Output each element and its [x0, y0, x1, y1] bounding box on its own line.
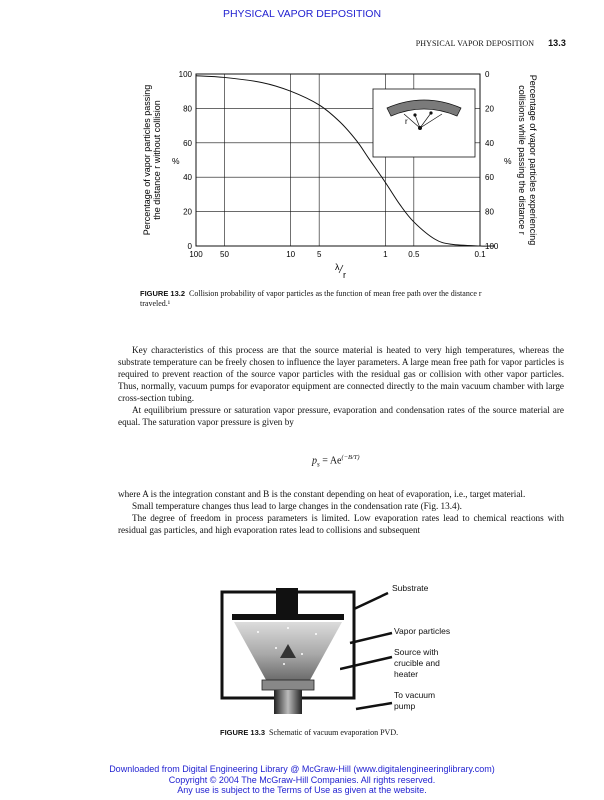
y-axis-unit-left: %	[172, 156, 180, 166]
y-tick-label-right: 80	[485, 207, 494, 217]
leader-arrows	[340, 585, 400, 725]
heater-block	[262, 680, 314, 690]
substrate-holder	[276, 588, 298, 614]
footer-line1[interactable]: Downloaded from Digital Engineering Library @ McGraw-Hill (www.digitalengineeringlibrary.com)	[109, 764, 495, 774]
label-source-l2: crucible and	[394, 658, 440, 668]
arrow-substrate	[354, 593, 388, 609]
y-tick-label-left: 60	[183, 138, 192, 148]
x-tick-label: 10	[286, 250, 296, 259]
y-tick-label-left: 40	[183, 173, 192, 183]
y-tick-label-right: 100	[485, 242, 499, 251]
body-text-block-2	[118, 488, 564, 536]
paragraph: Key characteristics of this process are that the source material is heated to very high temperatures, whereas the substrate temperature can be freely chosen to influence the layer parameters. A large mean free path for vapor particles is required to prevent reaction of the source vapor particles with the residual gas or collision with other vapor particles. Thus, normally, vacuum pumps for evaporator equipment are connected directly to the main vacuum chamber with large cross-section tubing.	[118, 345, 564, 403]
inset-r-label: r	[405, 117, 408, 126]
vapor-particle	[283, 663, 285, 665]
vacuum-evaporation-schematic	[218, 588, 358, 718]
body-text-block	[118, 344, 564, 428]
label-source	[394, 647, 440, 680]
x-axis-title-num: λ	[335, 262, 340, 272]
inset-diagram	[373, 89, 475, 157]
footer	[0, 764, 604, 796]
x-tick-label: 1	[383, 250, 388, 259]
y-tick-label-left: 0	[187, 242, 192, 251]
page-number: 13.3	[548, 38, 566, 48]
eq-lhs: p	[312, 455, 317, 467]
label-substrate: Substrate	[392, 583, 429, 593]
x-tick-label: 5	[316, 250, 322, 259]
arrow-vapor	[350, 633, 392, 643]
footer-line3[interactable]: Any use is subject to the Terms of Use as given at the website.	[177, 785, 427, 795]
saturation-pressure-equation	[312, 454, 360, 468]
y-axis-title-right-2: collisions while passing the distance r	[517, 85, 527, 235]
x-axis-title	[335, 262, 346, 280]
y-tick-label-right: 0	[485, 70, 490, 79]
label-source-l3: heater	[394, 669, 419, 679]
vapor-particle	[315, 633, 317, 635]
y-axis-title-left-1: Percentage of vapor particles passing	[142, 84, 152, 236]
arrow-source	[340, 657, 392, 669]
y-tick-label-right: 40	[485, 138, 494, 148]
label-source-l1: Source with	[394, 647, 439, 657]
arrow-pump	[356, 703, 392, 709]
paragraph: Small temperature changes thus lead to large changes in the condensation rate (Fig. 13.4).	[132, 501, 462, 511]
y-tick-label-left: 20	[183, 207, 192, 217]
y-axis-unit-right: %	[504, 156, 512, 166]
collision-probability-chart	[130, 62, 550, 282]
running-title: PHYSICAL VAPOR DEPOSITION	[415, 39, 535, 48]
figure-13-2-caption-line2: traveled.¹	[140, 299, 171, 308]
figure-13-2-caption-line1: Collision probability of vapor particles as the function of mean free path over the distance r	[189, 289, 482, 298]
substrate	[232, 614, 344, 620]
label-vapor-particles: Vapor particles	[394, 626, 451, 636]
top-link[interactable]: PHYSICAL VAPOR DEPOSITION	[222, 8, 382, 20]
paragraph: The degree of freedom in process parameters is limited. Low evaporation rates lead to chemical reactions with residual gas particles, and high evaporation rates lead to collisions and subsequent	[118, 513, 564, 535]
paragraph: At equilibrium pressure or saturation vapor pressure, evaporation and condensation rates of the source material are equal. The saturation vapor pressure is given by	[118, 405, 564, 427]
eq-exp: (−B/T)	[341, 454, 360, 461]
y-tick-label-right: 60	[485, 173, 494, 183]
label-pump-l1: To vacuum	[394, 690, 436, 700]
x-tick-label: 100	[189, 250, 203, 259]
x-tick-label: 50	[220, 250, 229, 259]
footer-line2[interactable]: Copyright © 2004 The McGraw-Hill Companies. All rights reserved.	[168, 774, 436, 785]
vapor-particle	[301, 653, 303, 655]
vapor-particle	[275, 647, 277, 649]
figure-13-2-caption	[140, 289, 560, 309]
figure-13-3-caption-text: Schematic of vacuum evaporation PVD.	[269, 728, 399, 737]
figure-13-2-label: FIGURE 13.2	[140, 289, 186, 298]
figure-13-3-caption	[220, 728, 398, 738]
vapor-particle	[287, 627, 289, 629]
running-head	[416, 38, 566, 48]
eq-mid: = Ae	[319, 455, 342, 467]
y-tick-label-left: 100	[178, 70, 192, 79]
label-vacuum-pump	[394, 690, 435, 712]
eq-sub: s	[317, 460, 320, 469]
x-tick-label: 0.1	[474, 250, 486, 259]
vapor-particle	[257, 631, 259, 633]
x-axis-title-den: r	[343, 270, 346, 280]
y-axis-title-left-2: the distance r without collision	[152, 100, 162, 220]
y-axis-title-right-1: Percentage of vapor particles experiencing	[528, 74, 538, 246]
paragraph: where A is the integration constant and B is the constant depending on heat of evaporation, i.e., target material.	[118, 489, 526, 499]
x-tick-label: 0.5	[408, 250, 420, 259]
pump-port	[274, 690, 302, 714]
label-pump-l2: pump	[394, 701, 416, 711]
figure-13-3-label: FIGURE 13.3	[220, 728, 266, 737]
y-tick-label-right: 20	[485, 104, 494, 114]
y-tick-label-left: 80	[183, 104, 192, 114]
